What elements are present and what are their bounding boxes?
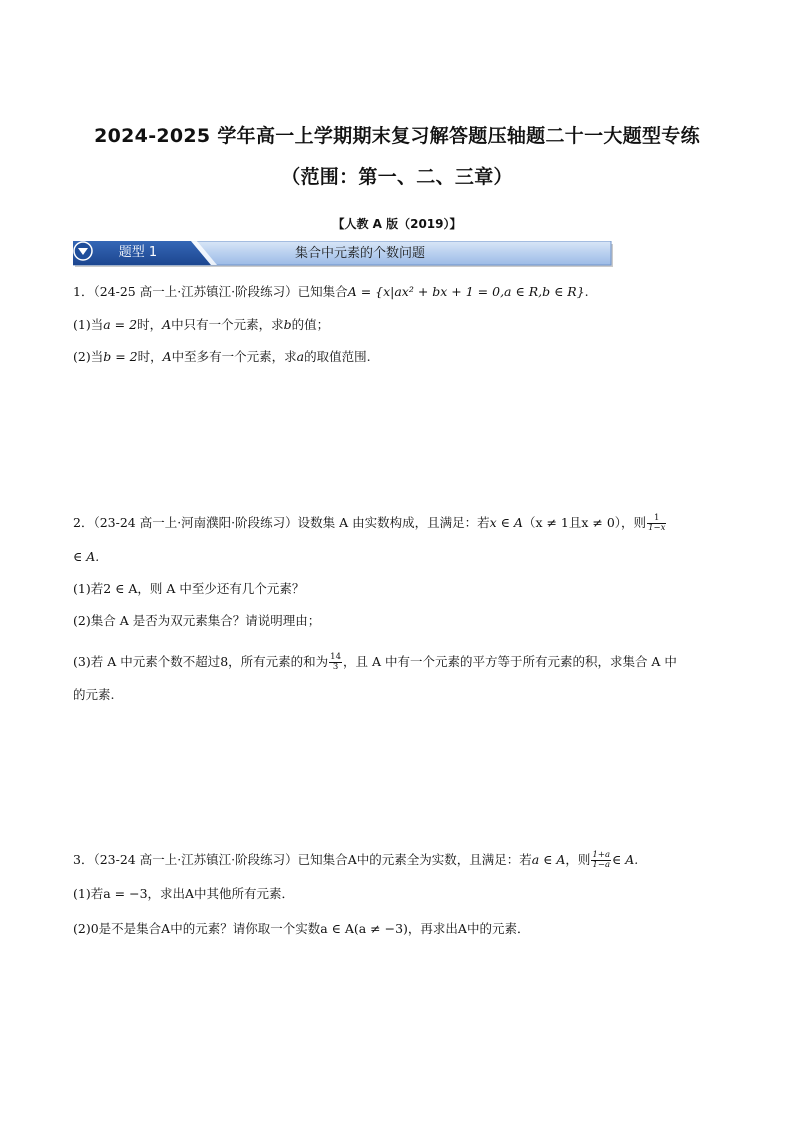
question-source: （23-24 高一上·河南濮阳·阶段练习） bbox=[93, 515, 298, 530]
question-source: （24-25 高一上·江苏镇江·阶段练习） bbox=[93, 284, 298, 299]
question-2-stem: 2．（23-24 高一上·河南濮阳·阶段练习）设数集 A 由实数构成，且满足：若x ∈ A（x ≠ 1且x ≠ 0），则 $\frac{1}{1-x}$ bbox=[73, 513, 666, 533]
fraction: $\frac{14}{3}$ bbox=[330, 652, 341, 672]
question-2-part-2: (2)集合 A 是否为双元素集合？请说明理由； bbox=[73, 613, 321, 628]
section-title: 集合中元素的个数问题 bbox=[295, 246, 426, 261]
question-1-stem: 1．（24-25 高一上·江苏镇江·阶段练习）已知集合A = {x|ax² + bx + 1 = 0,a ∈ R,b ∈ R}. bbox=[73, 284, 589, 299]
question-2-stem-cont: ∈ A. bbox=[73, 549, 100, 564]
fraction: $\frac{1}{1-x}$ bbox=[648, 513, 666, 533]
question-number: 3． bbox=[73, 852, 94, 867]
document-subtitle: （范围：第一、二、三章） bbox=[281, 166, 513, 188]
set-definition: A = {x|ax² + bx + 1 = 0,a ∈ R,b ∈ R} bbox=[347, 284, 585, 299]
fraction: $\frac{1+a}{1-a}$ bbox=[592, 850, 611, 870]
question-3-part-2: (2)0是不是集合A中的元素？请你取一个实数a ∈ A(a ≠ −3)，再求出A中的元素． bbox=[73, 921, 530, 936]
question-1-part-2: (2)当b = 2时，A中至多有一个元素，求a的取值范围. bbox=[73, 349, 371, 364]
chevron-down-circle-icon[interactable] bbox=[73, 241, 93, 261]
question-2-part-3-cont: 的元素. bbox=[73, 687, 115, 702]
document-title: 2024-2025 学年高一上学期期末复习解答题压轴题二十一大题型专练 bbox=[94, 125, 700, 147]
question-2-part-1: (1)若2 ∈ A，则 A 中至少还有几个元素？ bbox=[73, 581, 305, 596]
question-3-part-1: (1)若a = −3，求出A中其他所有元素． bbox=[73, 886, 295, 901]
question-3-stem: 3．（23-24 高一上·江苏镇江·阶段练习）已知集合A中的元素全为实数，且满足：若a ∈ A，则 $\frac{1+a}{1-a}$ ∈ A. bbox=[73, 850, 639, 870]
question-number: 2． bbox=[73, 515, 94, 530]
question-1-part-1: (1)当a = 2时，A中只有一个元素，求b的值； bbox=[73, 317, 330, 332]
question-source: （23-24 高一上·江苏镇江·阶段练习） bbox=[93, 852, 298, 867]
edition-label: 【人教 A 版（2019）】 bbox=[332, 217, 462, 231]
section-banner bbox=[73, 241, 613, 265]
question-2-part-3: (3)若 A 中元素个数不超过8，所有元素的和为 $\frac{14}{3}$ ，且 A 中有一个元素的平方等于所有元素的积，求集合 A 中 bbox=[73, 652, 677, 672]
question-type-label: 题型 1 bbox=[118, 245, 158, 260]
question-number: 1． bbox=[73, 284, 94, 299]
